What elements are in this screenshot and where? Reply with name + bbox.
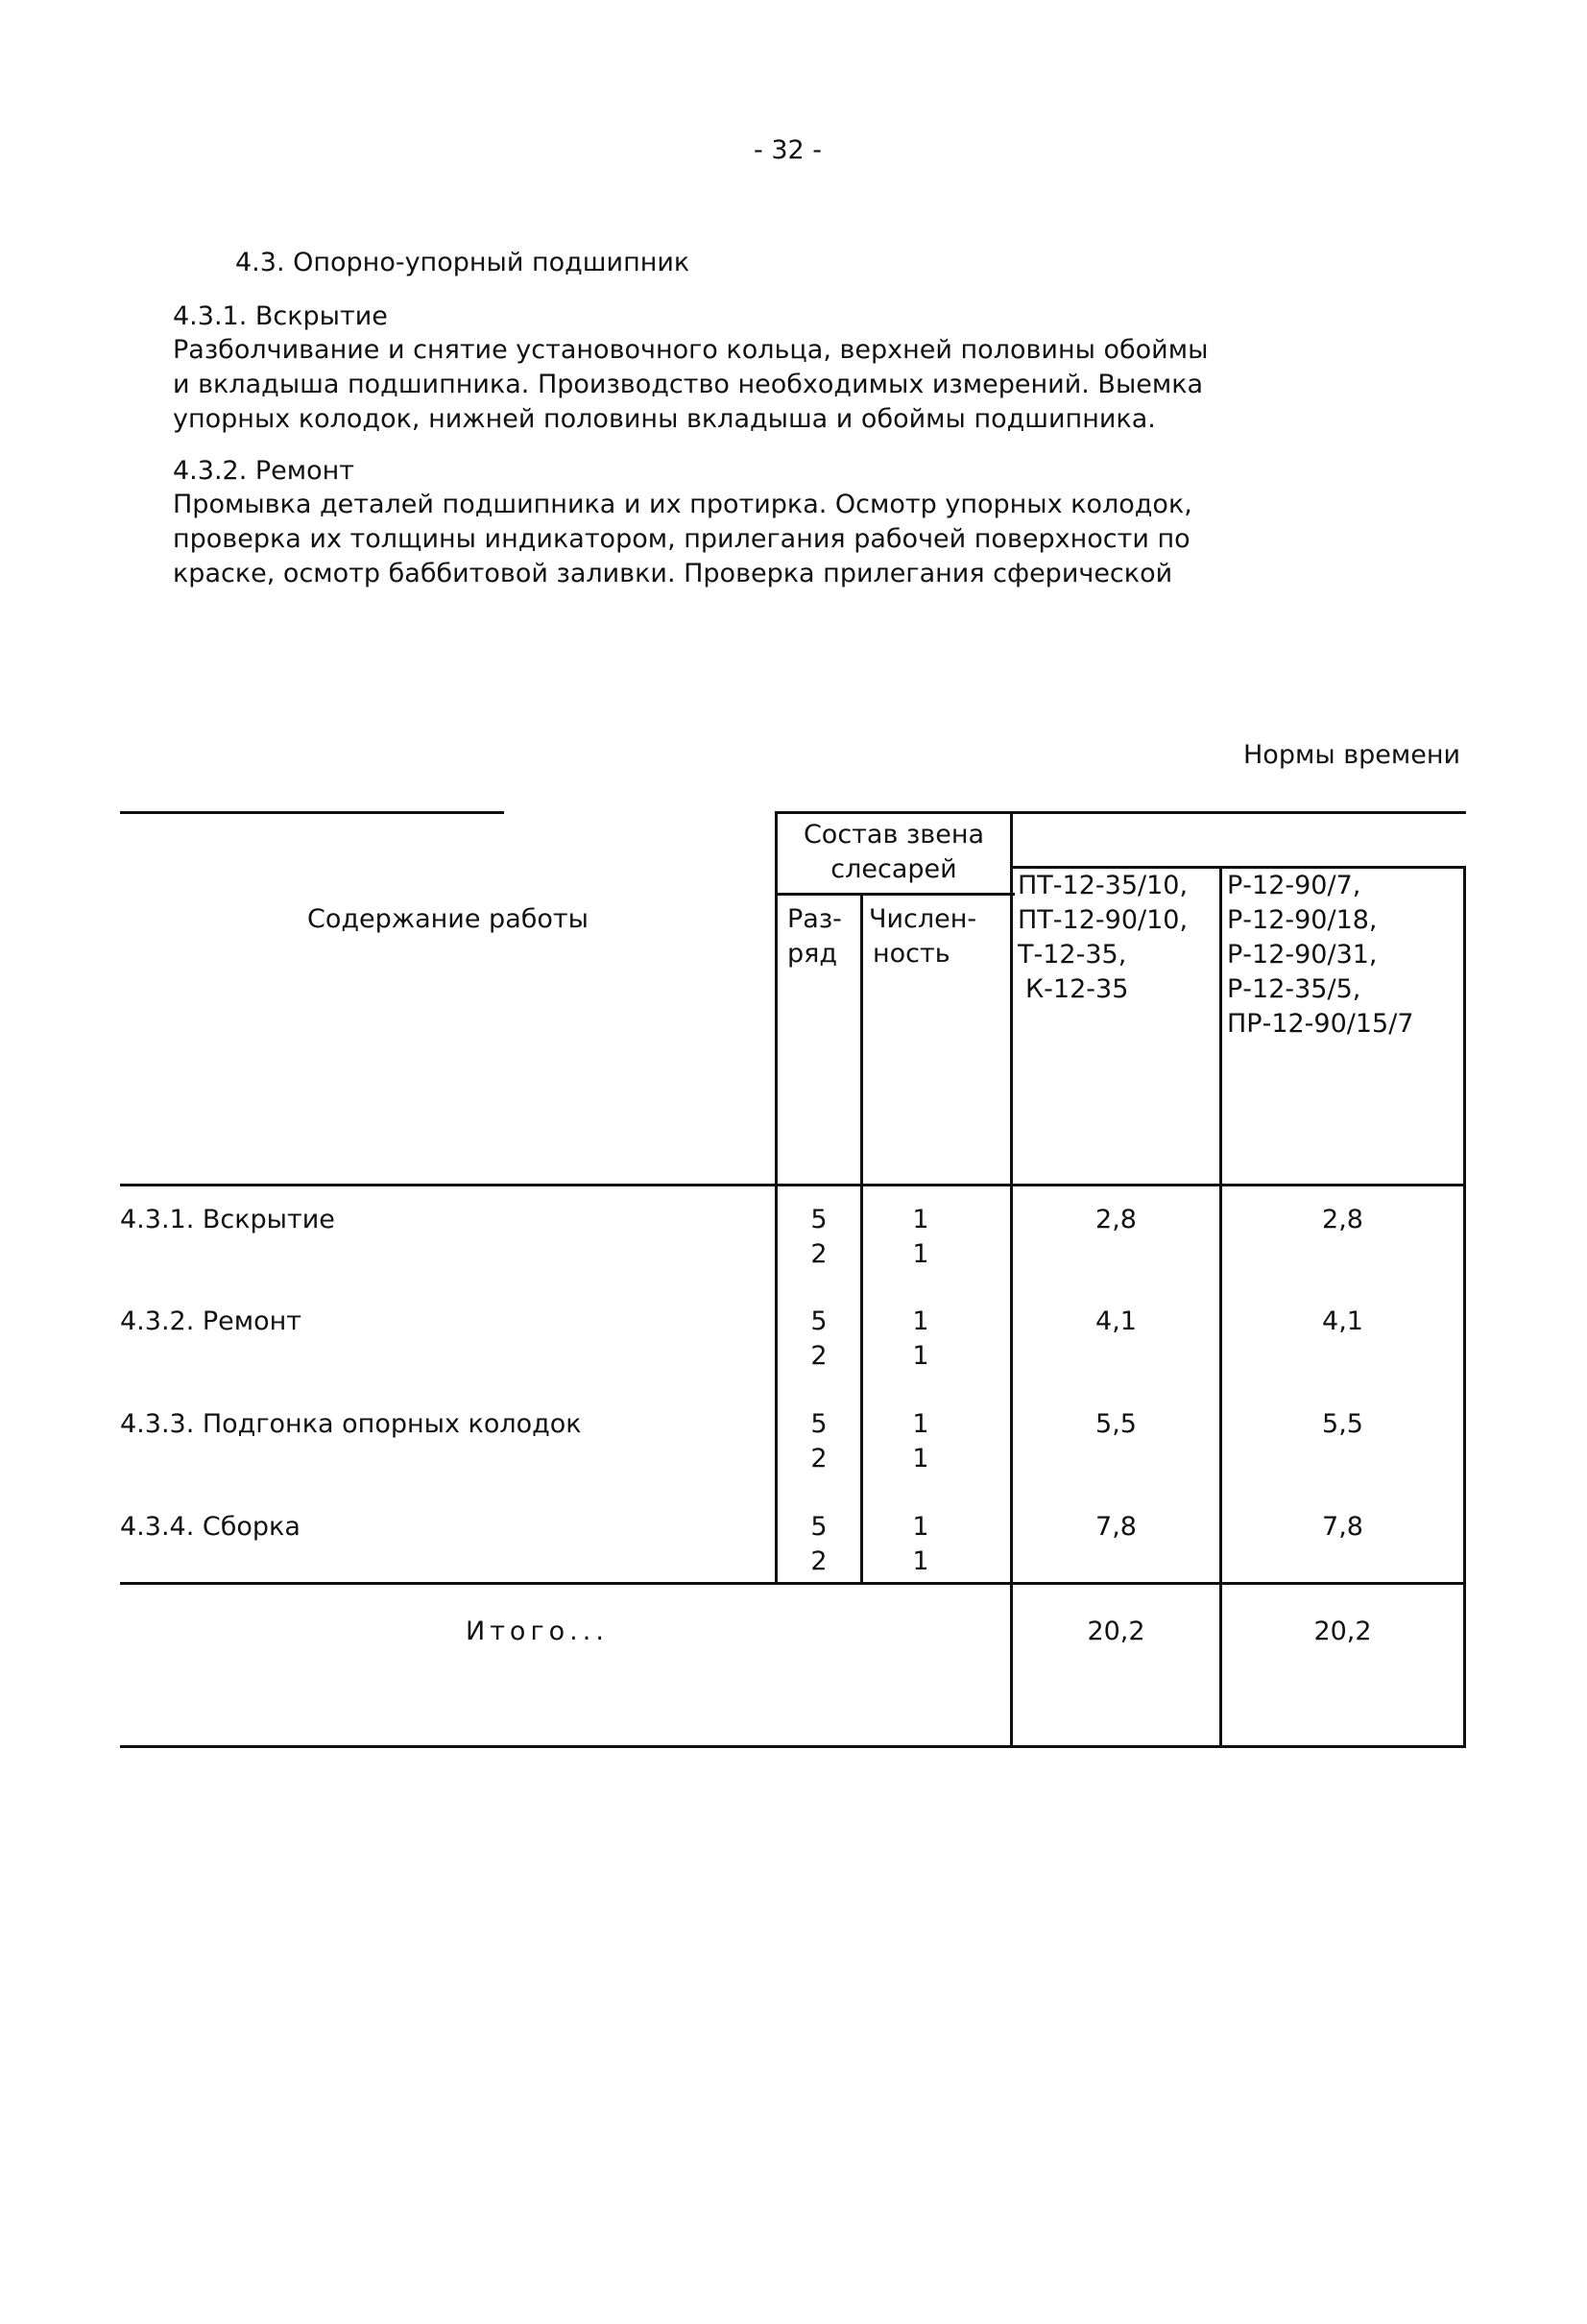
header-col-b xyxy=(1227,869,1414,1042)
subsection-text-line: упорных колодок, нижней половины вкладыша и обоймы подшипника. xyxy=(173,404,1156,434)
row-count-value: 1 xyxy=(912,1512,929,1542)
table-rule xyxy=(775,811,1466,814)
header-col-a xyxy=(1018,869,1188,1007)
header-team-line: Состав звена xyxy=(803,820,985,850)
header-col-a-line: К-12-35 xyxy=(1025,974,1129,1004)
row-rank-value: 5 xyxy=(810,1306,828,1336)
page-number: - 32 - xyxy=(754,135,823,165)
row-value-a: 7,8 xyxy=(1095,1512,1137,1542)
table-rule xyxy=(120,1184,1466,1186)
header-content: Содержание работы xyxy=(307,904,589,934)
header-col-b-line: Р-12-35/5, xyxy=(1227,974,1361,1004)
table-rule xyxy=(775,893,1015,896)
row-value-b: 5,5 xyxy=(1322,1409,1363,1439)
header-rank-line: Раз- xyxy=(787,904,842,934)
row-count xyxy=(863,1203,978,1272)
row-value-a: 4,1 xyxy=(1095,1306,1137,1336)
header-count xyxy=(869,902,976,971)
header-rank xyxy=(787,902,842,971)
row-rank-value: 5 xyxy=(810,1512,828,1542)
subsection-text-line: краске, осмотр баббитовой заливки. Проверка прилегания сферической xyxy=(173,559,1173,588)
subsection-text-line: Промывка деталей подшипника и их протирка. Осмотр упорных колодок, xyxy=(173,490,1192,519)
row-rank-value: 2 xyxy=(810,1341,828,1371)
row-count xyxy=(863,1510,978,1579)
total-value-a: 20,2 xyxy=(1087,1617,1145,1646)
row-rank xyxy=(778,1510,860,1579)
header-rank-line: ряд xyxy=(787,939,838,969)
row-name: 4.3.2. Ремонт xyxy=(120,1306,302,1336)
header-col-a-line: Т-12-35, xyxy=(1018,940,1127,970)
row-rank-value: 5 xyxy=(810,1409,828,1439)
row-count-value: 1 xyxy=(912,1546,929,1576)
row-count-value: 1 xyxy=(912,1306,929,1336)
header-col-a-line: ПТ-12-90/10, xyxy=(1018,905,1189,935)
row-count xyxy=(863,1407,978,1476)
row-count xyxy=(863,1305,978,1374)
total-label: Итого... xyxy=(466,1617,609,1646)
table-rule xyxy=(120,811,504,814)
subsection-text-line: Разболчивание и снятие установочного кольца, верхней половины обоймы xyxy=(173,335,1209,365)
total-value-b: 20,2 xyxy=(1313,1617,1372,1646)
row-count-value: 1 xyxy=(912,1205,929,1234)
header-team xyxy=(778,818,1010,887)
row-name: 4.3.4. Сборка xyxy=(120,1512,301,1542)
row-count-value: 1 xyxy=(912,1409,929,1439)
row-rank xyxy=(778,1203,860,1272)
row-count-value: 1 xyxy=(912,1239,929,1269)
row-rank xyxy=(778,1407,860,1476)
subsection-title-repair: 4.3.2. Ремонт xyxy=(173,456,355,486)
row-rank-value: 2 xyxy=(810,1444,828,1473)
row-count-value: 1 xyxy=(912,1444,929,1473)
table-rule xyxy=(1463,866,1466,1748)
row-rank xyxy=(778,1305,860,1374)
header-team-line: слесарей xyxy=(830,854,957,884)
section-title: 4.3. Опорно-упорный подшипник xyxy=(235,248,690,277)
header-count-line: Числен- xyxy=(869,904,977,934)
row-rank-value: 2 xyxy=(810,1546,828,1576)
header-col-a-line: ПТ-12-35/10, xyxy=(1018,871,1189,900)
header-col-b-line: Р-12-90/18, xyxy=(1227,905,1378,935)
subsection-text-line: проверка их толщины индикатором, прилегания рабочей поверхности по xyxy=(173,524,1190,554)
subsection-title-opening: 4.3.1. Вскрытие xyxy=(173,301,388,331)
table-rule xyxy=(120,1582,1466,1585)
row-value-b: 2,8 xyxy=(1322,1205,1363,1234)
row-name: 4.3.3. Подгонка опорных колодок xyxy=(120,1409,582,1439)
header-col-b-line: ПР-12-90/15/7 xyxy=(1227,1009,1414,1039)
header-col-b-line: Р-12-90/31, xyxy=(1227,940,1378,970)
row-value-b: 7,8 xyxy=(1322,1512,1363,1542)
table-rule xyxy=(1010,811,1013,1748)
row-rank-value: 5 xyxy=(810,1205,828,1234)
header-count-line: ность xyxy=(873,939,950,969)
row-rank-value: 2 xyxy=(810,1239,828,1269)
row-count-value: 1 xyxy=(912,1341,929,1371)
table-caption: Нормы времени xyxy=(1243,740,1461,770)
table-rule xyxy=(120,1745,1466,1748)
header-col-b-line: Р-12-90/7, xyxy=(1227,871,1361,900)
row-value-a: 2,8 xyxy=(1095,1205,1137,1234)
row-value-b: 4,1 xyxy=(1322,1306,1363,1336)
subsection-text-line: и вкладыша подшипника. Производство необходимых измерений. Выемка xyxy=(173,370,1204,399)
row-name: 4.3.1. Вскрытие xyxy=(120,1205,335,1234)
row-value-a: 5,5 xyxy=(1095,1409,1137,1439)
